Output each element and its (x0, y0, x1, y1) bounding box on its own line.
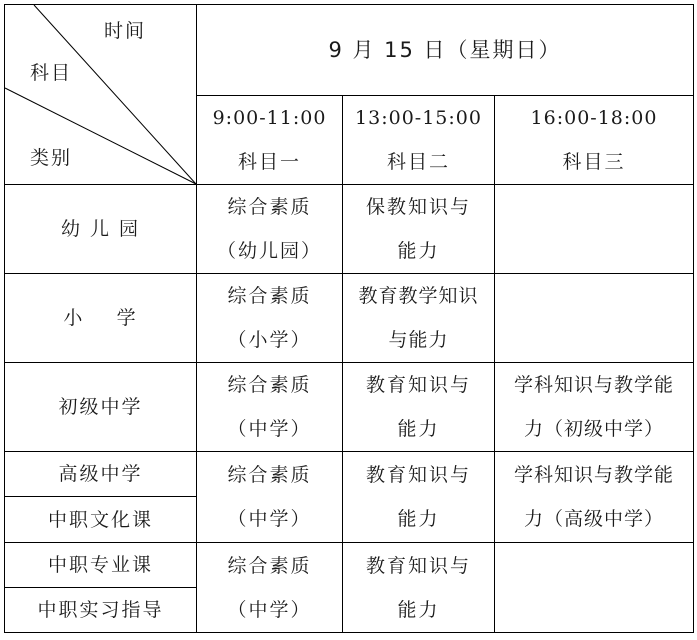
cell-line: （中学） (227, 598, 312, 621)
category-label: 中职专业课 (47, 554, 153, 576)
cell-line: 力（初级中学） (523, 418, 664, 440)
row-cell-subject2 (343, 543, 494, 632)
category-label: 中职文化课 (47, 508, 153, 531)
cell-line: 学科知识与教学能 (513, 374, 674, 396)
row-cell-subject1 (197, 363, 342, 451)
row-cell-subject2 (343, 363, 494, 451)
row-category (5, 363, 196, 451)
corner-category-label: 类别 (30, 147, 73, 169)
cell-line: 综合素质 (227, 285, 312, 307)
session-header-2 (343, 96, 494, 184)
row-category (5, 543, 196, 587)
session-time: 13:00-15:00 (355, 107, 482, 129)
cell-line: 教育知识与 (365, 464, 471, 486)
cell-line: 能力 (397, 418, 440, 440)
cell-line: 能力 (397, 598, 440, 621)
category-label: 幼 儿 园 (60, 218, 141, 240)
row-cell-subject2 (343, 274, 494, 362)
corner-time-label: 时间 (104, 20, 147, 42)
cell-line: 综合素质 (227, 464, 312, 486)
table-border-bottom (4, 632, 694, 633)
session-time: 9:00-11:00 (212, 107, 327, 129)
cell-line: 综合素质 (227, 374, 312, 396)
session-subject: 科目三 (562, 151, 626, 173)
table-border-right (693, 4, 694, 633)
cell-line: 与能力 (388, 329, 449, 351)
cell-line: 综合素质 (227, 554, 312, 577)
cell-line: 能力 (397, 240, 440, 262)
category-label: 小 学 (63, 307, 138, 329)
row-cell-subject3 (495, 452, 693, 542)
cell-line: 保教知识与 (365, 196, 471, 218)
category-label: 中职实习指导 (37, 599, 164, 621)
row-cell-subject1 (197, 274, 342, 362)
row-cell-subject2 (343, 185, 494, 273)
row-category (5, 588, 196, 632)
category-label: 初级中学 (58, 396, 143, 418)
row-cell-subject1 (197, 185, 342, 273)
cell-line: （中学） (227, 418, 312, 440)
row-category (5, 185, 196, 273)
session-header-3 (495, 96, 693, 184)
cell-line: 教育教学知识 (358, 285, 479, 307)
session-subject: 科目一 (237, 151, 301, 173)
cell-line: 力（高级中学） (523, 508, 664, 530)
category-label: 高级中学 (58, 463, 143, 485)
row-category (5, 452, 196, 496)
cell-line: 综合素质 (227, 196, 312, 218)
cell-line: （小学） (227, 329, 312, 351)
row-category (5, 497, 196, 542)
date-text: 9 月 15 日（星期日） (328, 38, 562, 62)
date-header (197, 5, 693, 95)
session-time: 16:00-18:00 (530, 107, 658, 129)
session-header-1 (197, 96, 342, 184)
cell-line: 教育知识与 (365, 554, 471, 577)
cell-line: （中学） (227, 508, 312, 530)
row-category (5, 274, 196, 362)
cell-line: （幼儿园） (216, 240, 322, 262)
row-cell-subject2 (343, 452, 494, 542)
cell-line: 教育知识与 (365, 374, 471, 396)
cell-line: 能力 (397, 508, 440, 530)
row-cell-subject1 (197, 452, 342, 542)
cell-line: 学科知识与教学能 (513, 464, 674, 486)
row-cell-subject3 (495, 363, 693, 451)
row-cell-subject1 (197, 543, 342, 632)
corner-subject-label: 科目 (30, 62, 73, 84)
session-subject: 科目二 (386, 151, 450, 173)
